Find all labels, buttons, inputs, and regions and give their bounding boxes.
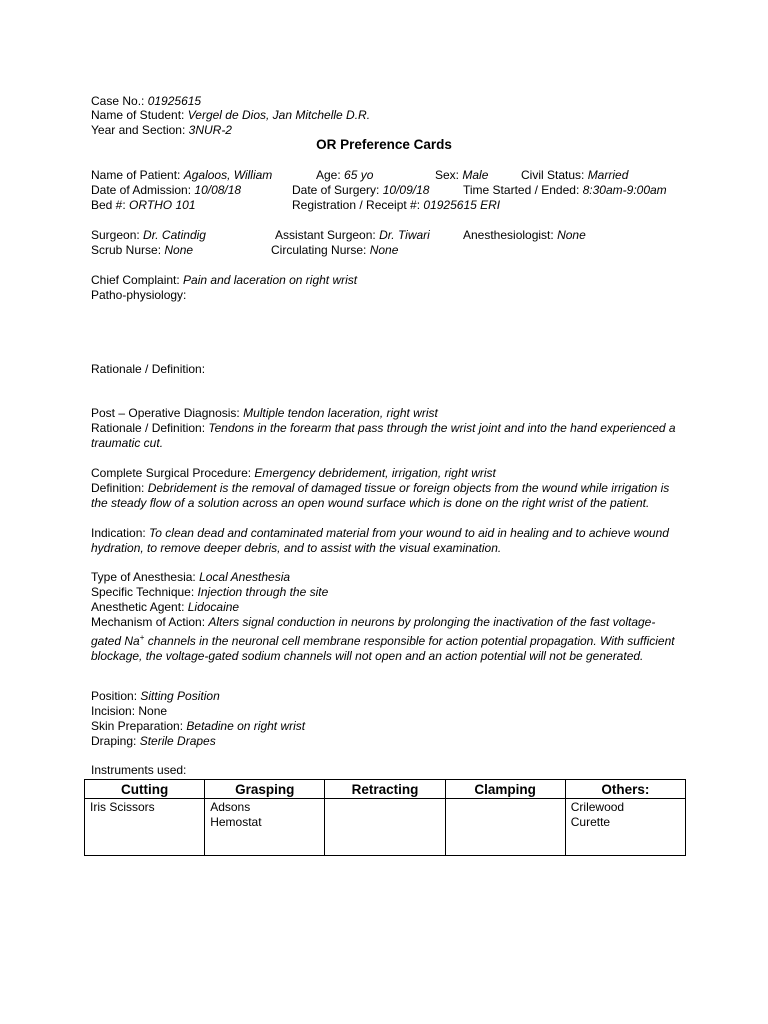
diagnosis-value: Multiple tendon laceration, right wrist: [243, 406, 438, 420]
admission-label: Date of Admission:: [91, 183, 195, 197]
post-operative-diagnosis: [91, 406, 438, 421]
scrub-nurse-label: Scrub Nurse:: [91, 243, 165, 257]
patient-name-label: Name of Patient:: [91, 168, 184, 182]
time-value: 8:30am-9:00am: [582, 183, 667, 197]
technique-value: Injection through the site: [197, 585, 329, 599]
patient-name: [91, 168, 272, 183]
anesthetic-agent: [91, 600, 239, 615]
others-item: Crilewood: [570, 800, 625, 814]
definition-label: Definition:: [91, 481, 148, 495]
scrub-nurse: [91, 243, 193, 258]
incision-value: None: [138, 704, 168, 718]
draping-value: Sterile Drapes: [139, 734, 216, 748]
surgery-date: [292, 183, 429, 198]
indication-value: To clean dead and contaminated material from your wound to aid in healing and to achieve wound hydration, to remove deeper debris, and to assist with the visual examination.: [91, 526, 669, 555]
student-label: Name of Student:: [91, 108, 188, 122]
patho-physiology-label: Patho-physiology:: [91, 288, 187, 302]
moa-label: Mechanism of Action:: [91, 615, 209, 629]
instruments-row: [85, 799, 686, 856]
agent-label: Anesthetic Agent:: [91, 600, 188, 614]
position-label: Position:: [91, 689, 141, 703]
grasping-cell: [205, 799, 325, 856]
skin-prep-value: Betadine on right wrist: [186, 719, 306, 733]
year-section-line: [91, 123, 232, 138]
circulating-nurse-label: Circulating Nurse:: [271, 243, 370, 257]
page-title: OR Preference Cards: [316, 137, 452, 152]
header-clamping: Clamping: [445, 780, 565, 799]
indication-label: Indication:: [91, 526, 150, 540]
registration-number: [292, 198, 500, 213]
patient-sex: [435, 168, 488, 183]
moa-value-part1: Alters signal conduction in neurons by prolonging the inactivation of the fast voltage-gated Na: [91, 615, 656, 648]
registration-value: 01925615 ERI: [423, 198, 501, 212]
assistant-surgeon-label: Assistant Surgeon:: [275, 228, 380, 242]
section-label: Year and Section:: [91, 123, 189, 137]
incision: [91, 704, 167, 719]
case-number-line: [91, 94, 201, 109]
instruments-label: Instruments used:: [91, 763, 187, 777]
civil-status: [521, 168, 628, 183]
admission-value: 10/08/18: [194, 183, 242, 197]
admission-date: [91, 183, 241, 198]
position: [91, 689, 220, 704]
procedure-label: Complete Surgical Procedure:: [91, 466, 255, 480]
registration-label: Registration / Receipt #:: [292, 198, 424, 212]
surgeon: [91, 228, 206, 243]
surgeon-value: Dr. Catindig: [143, 228, 206, 242]
rationale-definition-label: Rationale / Definition:: [91, 362, 206, 376]
age-label: Age:: [316, 168, 345, 182]
anesthesiologist: [463, 228, 586, 243]
grasping-item: Adsons: [210, 800, 251, 814]
sex-label: Sex:: [435, 168, 463, 182]
assistant-surgeon: [275, 228, 430, 243]
specific-technique: [91, 585, 328, 600]
procedure-indication: [91, 526, 681, 556]
diagnosis-rationale-label: Rationale / Definition:: [91, 421, 209, 435]
diagnosis-rationale: [91, 421, 681, 451]
case-label: Case No.:: [91, 94, 148, 108]
circulating-nurse: [271, 243, 398, 258]
patient-age: [316, 168, 373, 183]
diagnosis-rationale-value: Tendons in the forearm that pass through the wrist joint and into the hand experienced a traumatic cut.: [91, 421, 676, 450]
anesthesia-type: [91, 570, 290, 585]
time-started-ended: [463, 183, 667, 198]
case-value: 01925615: [147, 94, 202, 108]
header-cutting: Cutting: [85, 780, 205, 799]
chief-complaint: [91, 273, 357, 288]
anesthesia-type-value: Local Anesthesia: [199, 570, 291, 584]
chief-complaint-value: Pain and laceration on right wrist: [183, 273, 358, 287]
header-retracting: Retracting: [325, 780, 445, 799]
chief-complaint-label: Chief Complaint:: [91, 273, 184, 287]
civil-label: Civil Status:: [521, 168, 588, 182]
others-cell: [565, 799, 685, 856]
surgery-label: Date of Surgery:: [292, 183, 383, 197]
header-others: Others:: [565, 780, 685, 799]
clamping-cell: [445, 799, 565, 856]
position-value: Sitting Position: [140, 689, 220, 703]
cutting-cell: [85, 799, 205, 856]
circulating-nurse-value: None: [369, 243, 399, 257]
section-value: 3NUR-2: [188, 123, 232, 137]
agent-value: Lidocaine: [187, 600, 240, 614]
header-grasping: Grasping: [205, 780, 325, 799]
diagnosis-label: Post – Operative Diagnosis:: [91, 406, 244, 420]
procedure-definition: [91, 481, 681, 511]
mechanism-of-action: [91, 615, 681, 664]
age-value: 65 yo: [344, 168, 374, 182]
anesthesiologist-label: Anesthesiologist:: [463, 228, 558, 242]
definition-value: Debridement is the removal of damaged tissue or foreign objects from the wound while irrigation is the steady flow of a solution across an open wound surface which is done on the right wrist of the patient.: [91, 481, 670, 510]
time-label: Time Started / Ended:: [463, 183, 583, 197]
moa-value-part2: channels in the neuronal cell membrane responsible for action potential propagation. With sufficient blockage, the voltage-gated sodium channels will not open and an action potential will not be generated.: [91, 634, 675, 663]
surgeon-label: Surgeon:: [91, 228, 144, 242]
anesthesia-type-label: Type of Anesthesia:: [91, 570, 200, 584]
student-name-line: [91, 108, 370, 123]
sodium-ion-superscript: +: [139, 633, 145, 642]
bed-number: [91, 198, 196, 213]
procedure-value: Emergency debridement, irrigation, right wrist: [254, 466, 496, 480]
sex-value: Male: [462, 168, 489, 182]
scrub-nurse-value: None: [164, 243, 194, 257]
instruments-header-row: [85, 780, 686, 799]
skin-prep-label: Skin Preparation:: [91, 719, 187, 733]
others-item: Curette: [570, 815, 611, 829]
surgical-procedure: [91, 466, 496, 481]
technique-label: Specific Technique:: [91, 585, 198, 599]
assistant-surgeon-value: Dr. Tiwari: [379, 228, 430, 242]
surgery-value: 10/09/18: [382, 183, 430, 197]
draping-label: Draping:: [91, 734, 140, 748]
draping: [91, 734, 216, 749]
patient-name-value: Agaloos, William: [183, 168, 273, 182]
grasping-item: Hemostat: [210, 815, 262, 829]
instruments-table: [84, 779, 686, 856]
retracting-cell: [325, 799, 445, 856]
anesthesiologist-value: None: [557, 228, 586, 242]
civil-value: Married: [587, 168, 629, 182]
student-value: Vergel de Dios, Jan Mitchelle D.R.: [187, 108, 371, 122]
cutting-item: Iris Scissors: [90, 800, 155, 814]
incision-label: Incision:: [91, 704, 139, 718]
bed-label: Bed #:: [91, 198, 130, 212]
bed-value: ORTHO 101: [129, 198, 196, 212]
skin-preparation: [91, 719, 305, 734]
